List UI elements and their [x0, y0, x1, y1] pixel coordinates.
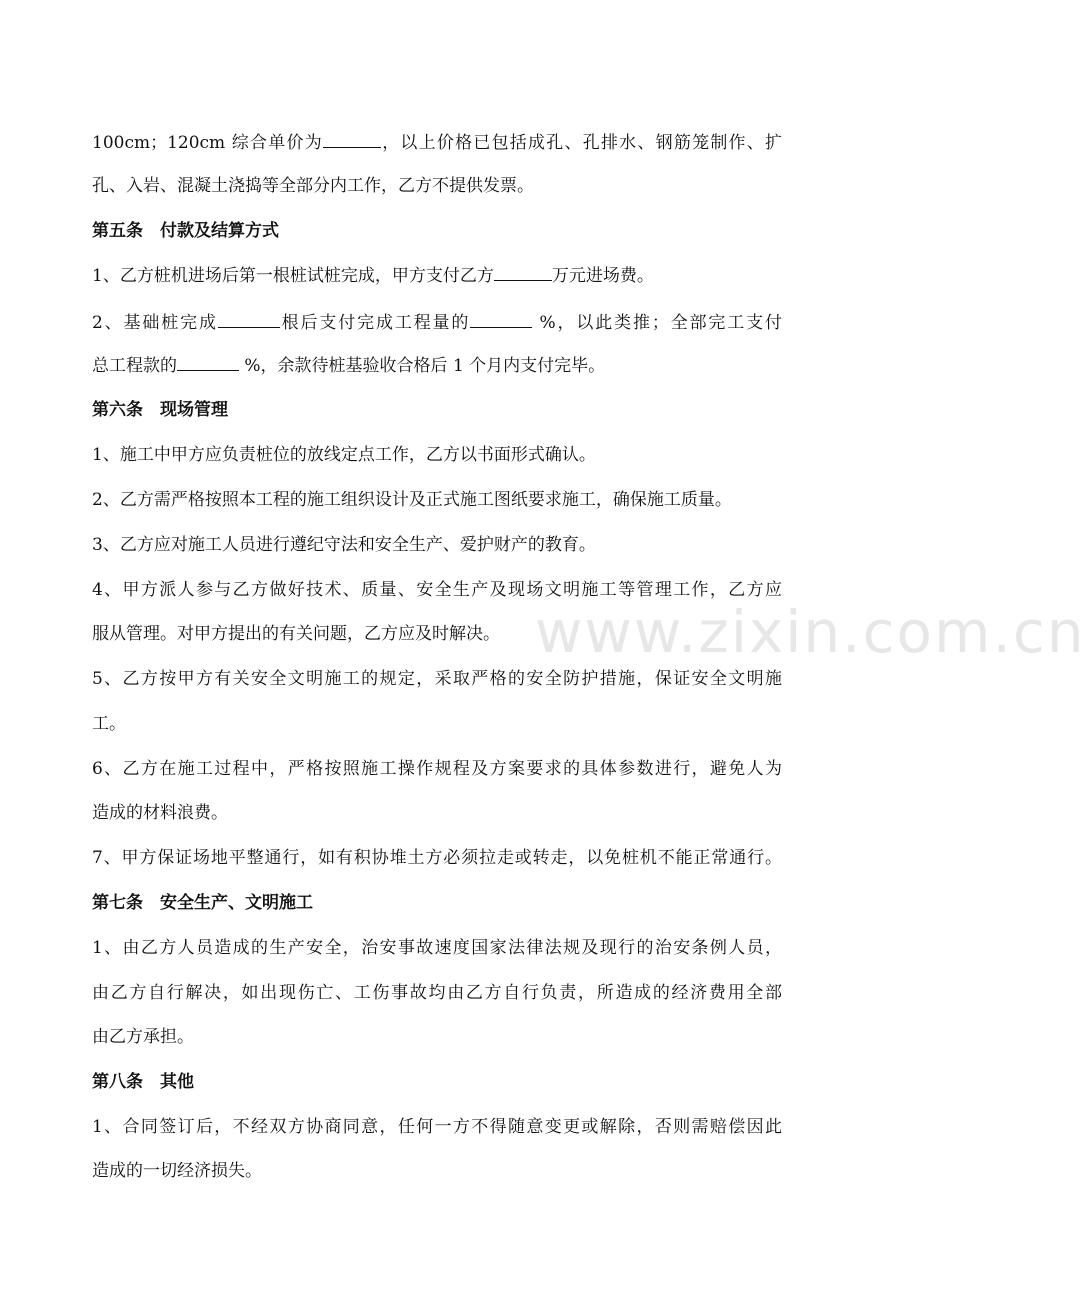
- text-line: 100cm；120cm 综合单价为 ，以上价格已包括成孔、孔排水、钢筋笼制作、扩: [92, 133, 783, 153]
- text-line: 造成的材料浪费。: [92, 803, 228, 823]
- text-line: 孔、入岩、混凝土浇捣等全部分内工作，乙方不提供发票。: [92, 176, 534, 196]
- text-line: 由乙方自行解决，如出现伤亡、工伤事故均由乙方自行负责，所造成的经济费用全部: [92, 983, 782, 1003]
- text-line: 1、由乙方人员造成的生产安全，治安事故速度国家法律法规及现行的治安条例人员，: [92, 938, 782, 958]
- text-line: 2、基础桩完成 根后支付完成工程量的 %，以此类推；全部完工支付: [92, 313, 782, 333]
- fill-in-blank: [470, 311, 532, 328]
- watermark: www.zixin.com.cn: [535, 598, 1086, 666]
- text-line: 5、乙方按甲方有关安全文明施工的规定，采取严格的安全防护措施，保证安全文明施: [92, 669, 782, 689]
- text-line: 7、甲方保证场地平整通行，如有积协堆土方必须拉走或转走，以免桩机不能正常通行。: [92, 848, 782, 868]
- text-line: 6、乙方在施工过程中，严格按照施工操作规程及方案要求的具体参数进行，避免人为: [92, 759, 782, 779]
- text-line: 1、合同签订后，不经双方协商同意，任何一方不得随意变更或解除，否则需赔偿因此: [92, 1117, 782, 1137]
- text-line: 2、乙方需严格按照本工程的施工组织设计及正式施工图纸要求施工，确保施工质量。: [92, 490, 732, 510]
- text-line: 服从管理。对甲方提出的有关问题，乙方应及时解决。: [92, 624, 500, 644]
- text-line: 造成的一切经济损失。: [92, 1161, 262, 1181]
- fill-in-blank: [323, 131, 381, 148]
- text-line: 4、甲方派人参与乙方做好技术、质量、安全生产及现场文明施工等管理工作，乙方应: [92, 580, 782, 600]
- section-heading: 第七条 安全生产、文明施工: [92, 893, 313, 913]
- text-line: 工。: [92, 714, 126, 734]
- text-line: 1、乙方桩机进场后第一根桩试桩完成，甲方支付乙方 万元进场费。: [92, 266, 654, 286]
- text-line: 由乙方承担。: [92, 1027, 194, 1047]
- fill-in-blank: [177, 354, 239, 371]
- fill-in-blank: [494, 264, 552, 281]
- text-line: 1、施工中甲方应负责桩位的放线定点工作，乙方以书面形式确认。: [92, 445, 596, 465]
- section-heading: 第八条 其他: [92, 1072, 194, 1092]
- text-line: 总工程款的 %，余款待桩基验收合格后 1 个月内支付完毕。: [92, 356, 606, 376]
- section-heading: 第五条 付款及结算方式: [92, 221, 279, 241]
- fill-in-blank: [218, 311, 280, 328]
- text-line: 3、乙方应对施工人员进行遵纪守法和安全生产、爱护财产的教育。: [92, 535, 596, 555]
- section-heading: 第六条 现场管理: [92, 400, 228, 420]
